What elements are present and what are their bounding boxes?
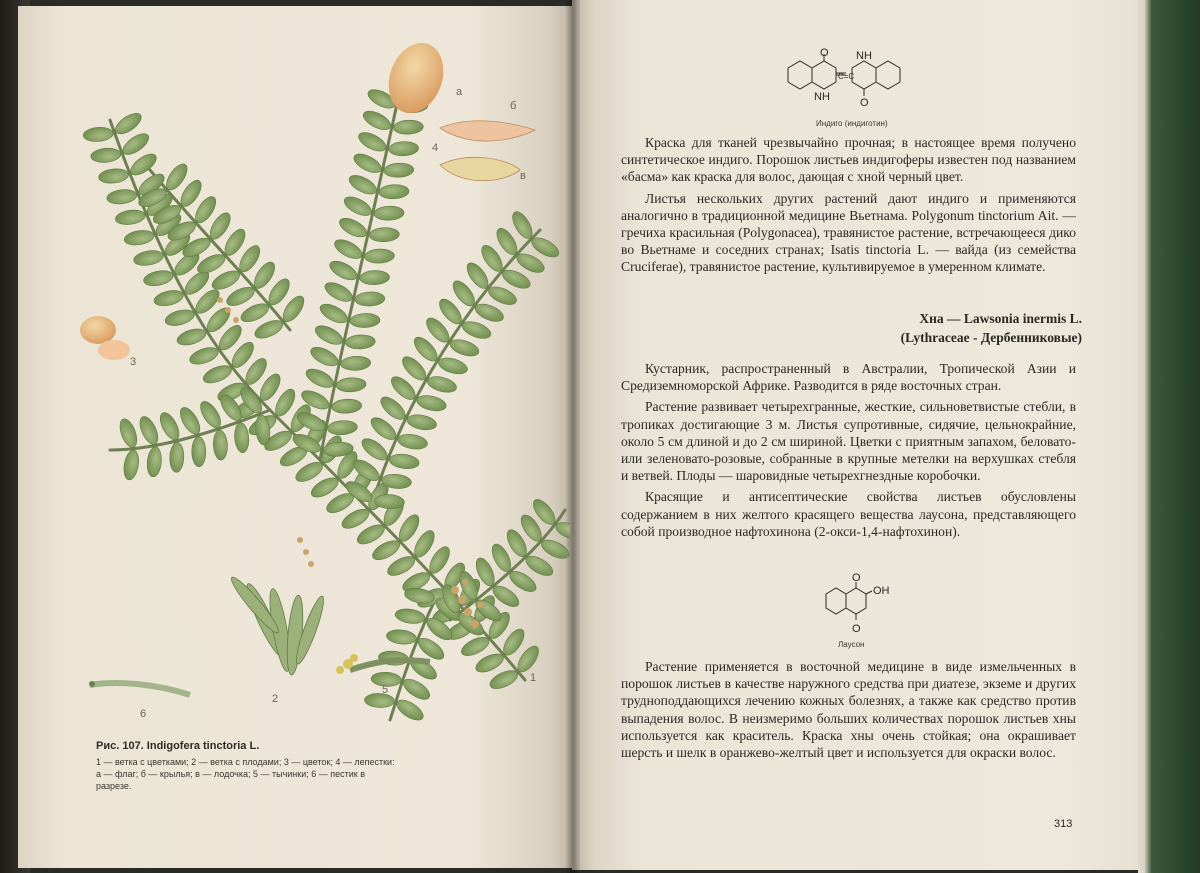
figure-label-v: в [520, 170, 526, 182]
indigo-nh-bottom: NH [814, 91, 830, 103]
leaflet [213, 430, 228, 461]
leaflet [117, 417, 140, 450]
leaflet [192, 437, 206, 467]
leaflet [341, 193, 374, 219]
leaflet [340, 356, 371, 371]
leaflet [90, 147, 121, 164]
leaflet [234, 422, 250, 453]
leaflet [175, 326, 208, 348]
leaflet [176, 404, 203, 437]
indigo-formula [780, 48, 910, 110]
leaflet [355, 291, 386, 306]
leaflet [303, 365, 336, 391]
lawsone-oxygen-bottom: O [852, 623, 861, 634]
lawsone-label: Лаусон [838, 640, 865, 649]
indigo-oxygen-top: O [820, 48, 829, 59]
indigofera-illustration [70, 30, 570, 730]
leaflet [360, 107, 393, 133]
indigo-nh-top: NH [856, 50, 872, 62]
paragraph: Листья нескольких других растений дают индиго и применяются аналогично в традиционной медицине Вьетнама. Polygonum tinctorium Ait. — гречиха красильная (Polygonacea), травянистое растение, встречающееся дико во Вьетнаме и соседних странах; Isatis tinctoria L. — вайда (из семейства Cruciferae), травянистое растение, культивируемое в умеренном климате. [621, 190, 1076, 275]
leaflet [460, 318, 493, 342]
figure-label-4: 4 [432, 142, 439, 154]
leaflet [169, 442, 184, 472]
leaflet [201, 362, 234, 386]
page-number: 313 [1054, 818, 1073, 830]
leaflet [327, 257, 360, 283]
leaflet [358, 435, 390, 464]
leaflet [114, 208, 146, 226]
leaflet [369, 227, 400, 242]
leaflet [146, 446, 163, 477]
leaflet [188, 344, 221, 367]
leaflet [308, 344, 341, 370]
leaflet [394, 696, 427, 724]
lawsone-hydroxyl: OH [873, 585, 890, 597]
figure-label-5: 5 [382, 684, 389, 696]
leaflet [486, 283, 519, 308]
leaflet [163, 307, 196, 328]
leaflet [337, 214, 370, 240]
leaflet [98, 167, 129, 184]
leaflet [448, 336, 481, 359]
figure-label-3: 3 [130, 356, 137, 368]
leaflet [312, 322, 345, 348]
indigo-label: Индиго (индиготин) [816, 119, 888, 128]
leaflet [426, 374, 459, 395]
leaflet [364, 249, 395, 264]
leaflet [136, 414, 161, 447]
leaflet [473, 301, 506, 325]
leaflet [317, 300, 350, 326]
leaflet [397, 432, 429, 451]
leaflet [356, 129, 389, 155]
leaflet [374, 206, 405, 221]
leaflet [345, 334, 376, 349]
leaflet [331, 398, 362, 414]
leaflet [415, 393, 447, 413]
indigo-oxygen-bottom: O [860, 97, 869, 109]
petal-keel [440, 157, 520, 180]
leaflet [106, 188, 137, 206]
leaflet [386, 628, 417, 645]
fruit-pods [227, 574, 328, 676]
leaflet [112, 109, 145, 138]
leaflet [400, 675, 433, 703]
text-block-top [621, 134, 1076, 276]
petal-wings [440, 121, 535, 141]
leaflet [332, 236, 365, 262]
paragraph: Кустарник, распространенный в Австралии, Тропической Азии и Средиземноморской Африке. Разводится в ряде восточных стран. [621, 361, 1076, 394]
leaflet [152, 288, 184, 309]
leaflet [122, 449, 141, 481]
paragraph: Растение применяется в восточной медицине в виде измельченных в порошок листьев в качестве наружного средства при диатезе, экземе и других трудноподдающихся лечению кожных болезнях, а также как средство против выпадения волос. В неизмеримо больших количествах порошок листьев хны используется как краситель. Краска хны очень стойкая; она окрашивает шерсть и шелк в оранжево-желтый цвет и используется для окраски волос. [621, 659, 1076, 761]
indigo-bridge: C=C [838, 72, 855, 81]
lawsone-formula [820, 572, 900, 634]
leaflet [120, 130, 153, 159]
leaflet [350, 313, 381, 328]
leaflet [123, 228, 155, 247]
figure-label-2: 2 [272, 693, 279, 705]
figure-label-1: 1 [530, 672, 537, 684]
leaflet [388, 453, 420, 471]
leaflet [437, 355, 470, 377]
book-cover-right [1138, 0, 1200, 873]
leaflet [336, 377, 367, 393]
single-flower [80, 316, 130, 360]
leaflet [351, 150, 384, 176]
leaflet [83, 126, 114, 142]
leaflet [327, 420, 358, 436]
figure-caption-body: 1 — ветка с цветками; 2 — ветка с плодами; 3 — цветок; 4 — лепестки: а — флаг; б — крылья; в — лодочка; 5 — тычинки; 6 — пестик в разрезе. [96, 757, 395, 791]
leaflet [346, 172, 379, 198]
leaflet [364, 693, 395, 708]
leaflet [394, 607, 426, 625]
leaflet [197, 398, 225, 431]
leaflet [384, 163, 415, 178]
leaflet [393, 120, 424, 135]
section-heading-line2: (Lythraceae - Дербенниковые) [900, 330, 1082, 345]
plant-leaves [83, 86, 570, 724]
paragraph: Красящие и антисептические свойства листьев обусловлены содержанием в них желтого красящего вещества лаусона, представляющего собой производное нафтохинона (2-окси-1,4-нафтохинон). [621, 489, 1076, 539]
pistil [89, 681, 190, 695]
leaflet [406, 413, 438, 433]
figure-label-b: б [510, 100, 517, 112]
paragraph: Краска для тканей чрезвычайно прочная; в настоящее время получено синтетическое индиго. Порошок листьев индигоферы известен под названием «басма» как краска для волос, дающая с хной черный цвет. [621, 135, 1076, 185]
leaflet [388, 141, 419, 156]
leaflet [359, 270, 390, 285]
section-heading-line1: Хна — Lawsonia inermis L. [919, 311, 1082, 326]
text-block-middle [621, 360, 1076, 540]
text-block-bottom [621, 658, 1076, 761]
leaflet [132, 248, 164, 267]
leaflet [142, 268, 174, 288]
lawsone-oxygen-top: O [852, 572, 861, 584]
leaflet [156, 410, 182, 443]
figure-label-6: 6 [140, 708, 147, 720]
figure-caption-title: Рис. 107. Indigofera tinctoria L. [96, 740, 260, 752]
paragraph: Растение развивает четырехгранные, жесткие, сильноветвистые стебли, в тропиках достигающие 3 м. Листья супротивные, сидячие, цельнокрайние, около 5 см длиной и до 2 см шириной. Цветки с приятным запахом, беловато- или зеленовато-розовые, собранные в крупные метелки на верхушках стебля и ветвей. Плоды — шаровидные четырехгнездные коробочки. [621, 399, 1076, 484]
leaflet [322, 279, 355, 305]
leaflet [379, 184, 410, 199]
figure-label-a: а [456, 86, 463, 98]
